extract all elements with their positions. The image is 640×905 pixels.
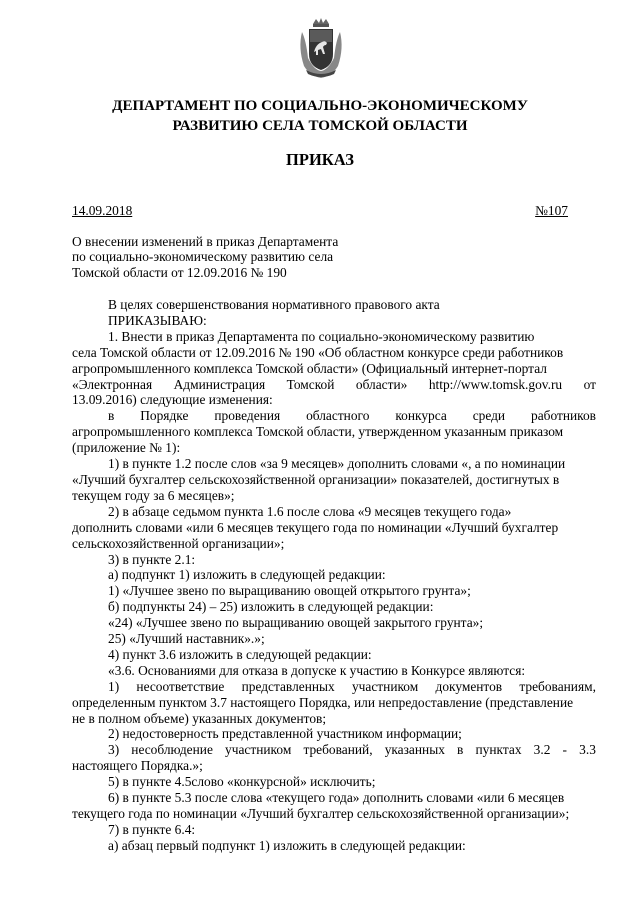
- document-type: ПРИКАЗ: [286, 150, 354, 169]
- order-word: ПРИКАЗЫВАЮ:: [108, 312, 207, 328]
- tomsk-coat-of-arms-icon: [296, 18, 346, 80]
- item1-line: села Томской области от 12.09.2016 № 190 «Об областном конкурсе среди работников: [72, 344, 564, 360]
- item1-line: 1. Внести в приказ Департамента по социально-экономическому развитию: [108, 328, 535, 344]
- point3b: б) подпункты 24) – 25) изложить в следующей редакции:: [108, 599, 434, 615]
- point4: 4) пункт 3.6 изложить в следующей редакции:: [108, 646, 372, 662]
- subject-line: Томской области от 12.09.2016 № 190: [72, 264, 287, 280]
- point3b-25: 25) «Лучший наставник».»;: [108, 631, 265, 647]
- point2-line: 2) в абзаце седьмом пункта 1.6 после слова «9 месяцев текущего года»: [108, 503, 512, 519]
- intro-text: В целях совершенствования нормативного правового акта: [108, 297, 440, 312]
- point4-3-justified-line: 3) несоблюдение участником требований, указанных в пунктах 3.2 - 3.3: [108, 742, 596, 758]
- point1-line: 1) в пункте 1.2 после слов «за 9 месяцев» дополнить словами «, а по номинации: [108, 456, 566, 472]
- point4-1-line: не в полном объеме) указанных документов;: [72, 710, 327, 726]
- point1-line: текущем году за 6 месяцев»;: [72, 487, 235, 503]
- department-name-line2: РАЗВИТИЮ СЕЛА ТОМСКОЙ ОБЛАСТИ: [172, 118, 468, 134]
- point2-line: дополнить словами «или 6 месяцев текущего года по номинации «Лучший бухгалтер: [72, 519, 559, 535]
- point4-1-justified-line: 1) несоответствие представленных участником документов требованиям,: [108, 678, 596, 694]
- point2-line: сельскохозяйственной организации»;: [72, 535, 285, 551]
- para-v-line: (приложение № 1):: [72, 440, 181, 456]
- item1-line: 13.09.2016) следующие изменения:: [72, 392, 273, 408]
- point4-3-line: настоящего Порядка.»;: [72, 758, 203, 774]
- item1-line: агропромышленного комплекса Томской области» (Официальный интернет-портал: [72, 360, 547, 376]
- point3: 3) в пункте 2.1:: [108, 551, 196, 567]
- point7: 7) в пункте 6.4:: [108, 821, 196, 837]
- item1-justified-line: «Электронная Администрация Томской области» http://www.tomsk.gov.ru от: [72, 376, 596, 392]
- subject-line: по социально-экономическому развитию села: [72, 249, 334, 265]
- document-subject: [72, 234, 338, 280]
- document-date: 14.09.2018: [72, 203, 133, 218]
- point1-line: «Лучший бухгалтер сельскохозяйственной организации» показателей, достигнутых в: [72, 471, 560, 487]
- point3b-24: «24) «Лучшее звено по выращиванию овощей закрытого грунта»;: [108, 615, 484, 631]
- point6-line: текущего года по номинации «Лучший бухгалтер сельскохозяйственной организации»;: [72, 806, 570, 821]
- document-body: [72, 297, 596, 854]
- subject-line: О внесении изменений в приказ Департамента: [72, 234, 339, 249]
- point3a-text: 1) «Лучшее звено по выращиванию овощей открытого грунта»;: [108, 583, 471, 599]
- document-number: №107: [535, 203, 568, 218]
- point6-line: 6) в пункте 5.3 после слова «текущего года» дополнить словами «или 6 месяцев: [108, 790, 565, 806]
- point4-2: 2) недостоверность представленной участником информации;: [108, 726, 462, 742]
- point4-1-line: определенным пунктом 3.7 настоящего Порядка, или непредоставление (представление: [72, 694, 574, 710]
- para-v-line: агропромышленного комплекса Томской области, утвержденном указанным приказом: [72, 424, 564, 440]
- point7a: а) абзац первый подпункт 1) изложить в следующей редакции:: [108, 837, 466, 853]
- point5: 5) в пункте 4.5слово «конкурсной» исключить;: [108, 774, 376, 790]
- para-v-justified-line: в Порядке проведения областного конкурса среди работников: [108, 408, 596, 424]
- department-name-line1: ДЕПАРТАМЕНТ ПО СОЦИАЛЬНО-ЭКОНОМИЧЕСКОМУ: [112, 98, 528, 114]
- point3a: а) подпункт 1) изложить в следующей редакции:: [108, 567, 386, 583]
- point4-text: «3.6. Основаниями для отказа в допуске к участию в Конкурсе являются:: [108, 662, 526, 678]
